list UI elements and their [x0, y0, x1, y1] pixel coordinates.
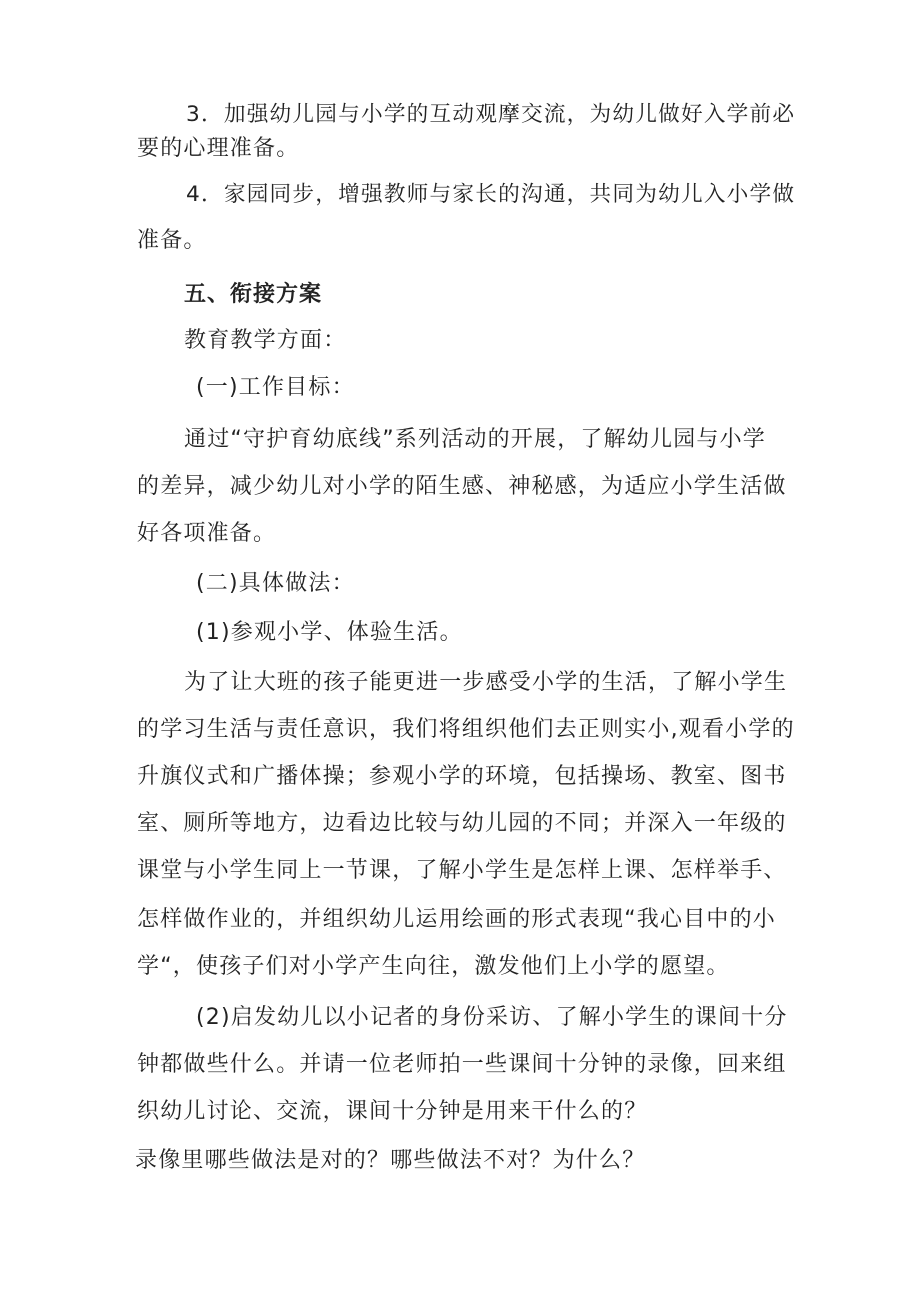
method-2-line-2: 钟都做些什么。并请一位老师拍一些课间十分钟的录像，回来组 — [137, 1052, 787, 1077]
item-3-line-2: 要的心理准备。 — [137, 136, 300, 161]
method-1-line-3: 升旗仪式和广播体操；参观小学的环境，包括操场、教室、图书 — [137, 764, 787, 789]
section-5-heading: 五、衔接方案 — [184, 282, 323, 307]
item-3-line-1: 3．加强幼儿园与小学的互动观摩交流，为幼儿做好入学前必 — [186, 102, 796, 127]
method-1-line-2: 的学习生活与责任意识，我们将组织他们去正则实小,观看小学的 — [137, 717, 795, 742]
item-4-line-2: 准备。 — [137, 228, 207, 253]
method-1-line-6: 怎样做作业的，并组织幼儿运用绘画的形式表现“我心目中的小 — [137, 907, 776, 932]
item-4-line-1: 4．家园同步，增强教师与家长的沟通，共同为幼儿入小学做 — [186, 182, 796, 207]
method-heading: (二)具体做法： — [196, 571, 355, 596]
method-1-line-1: 为了让大班的孩子能更进一步感受小学的生活，了解小学生 — [184, 670, 788, 695]
method-2-line-4: 录像里哪些做法是对的？哪些做法不对？为什么？ — [135, 1148, 646, 1173]
method-1-line-5: 课堂与小学生同上一节课，了解小学生是怎样上课、怎样举手、 — [137, 858, 787, 883]
goal-paragraph-line-3: 好各项准备。 — [137, 521, 277, 546]
method-2-line-3: 织幼儿讨论、交流，课间十分钟是用来干什么的？ — [137, 1099, 648, 1124]
goal-paragraph-line-1: 通过“守护育幼底线”系列活动的开展，了解幼儿园与小学 — [184, 427, 766, 452]
method-1-line-7: 学“，使孩子们对小学产生向往，激发他们上小学的愿望。 — [137, 954, 730, 979]
goal-paragraph-line-2: 的差异，减少幼儿对小学的陌生感、神秘感，为适应小学生活做 — [137, 474, 787, 499]
method-1-heading: (1)参观小学、体验生活。 — [196, 620, 463, 645]
method-2-line-1: (2)启发幼儿以小记者的身份采访、了解小学生的课间十分 — [196, 1005, 788, 1030]
method-1-line-4: 室、厕所等地方，边看边比较与幼儿园的不同；并深入一年级的 — [137, 811, 787, 836]
goal-heading: (一)工作目标： — [196, 375, 355, 400]
teaching-aspect-label: 教育教学方面： — [184, 328, 347, 353]
